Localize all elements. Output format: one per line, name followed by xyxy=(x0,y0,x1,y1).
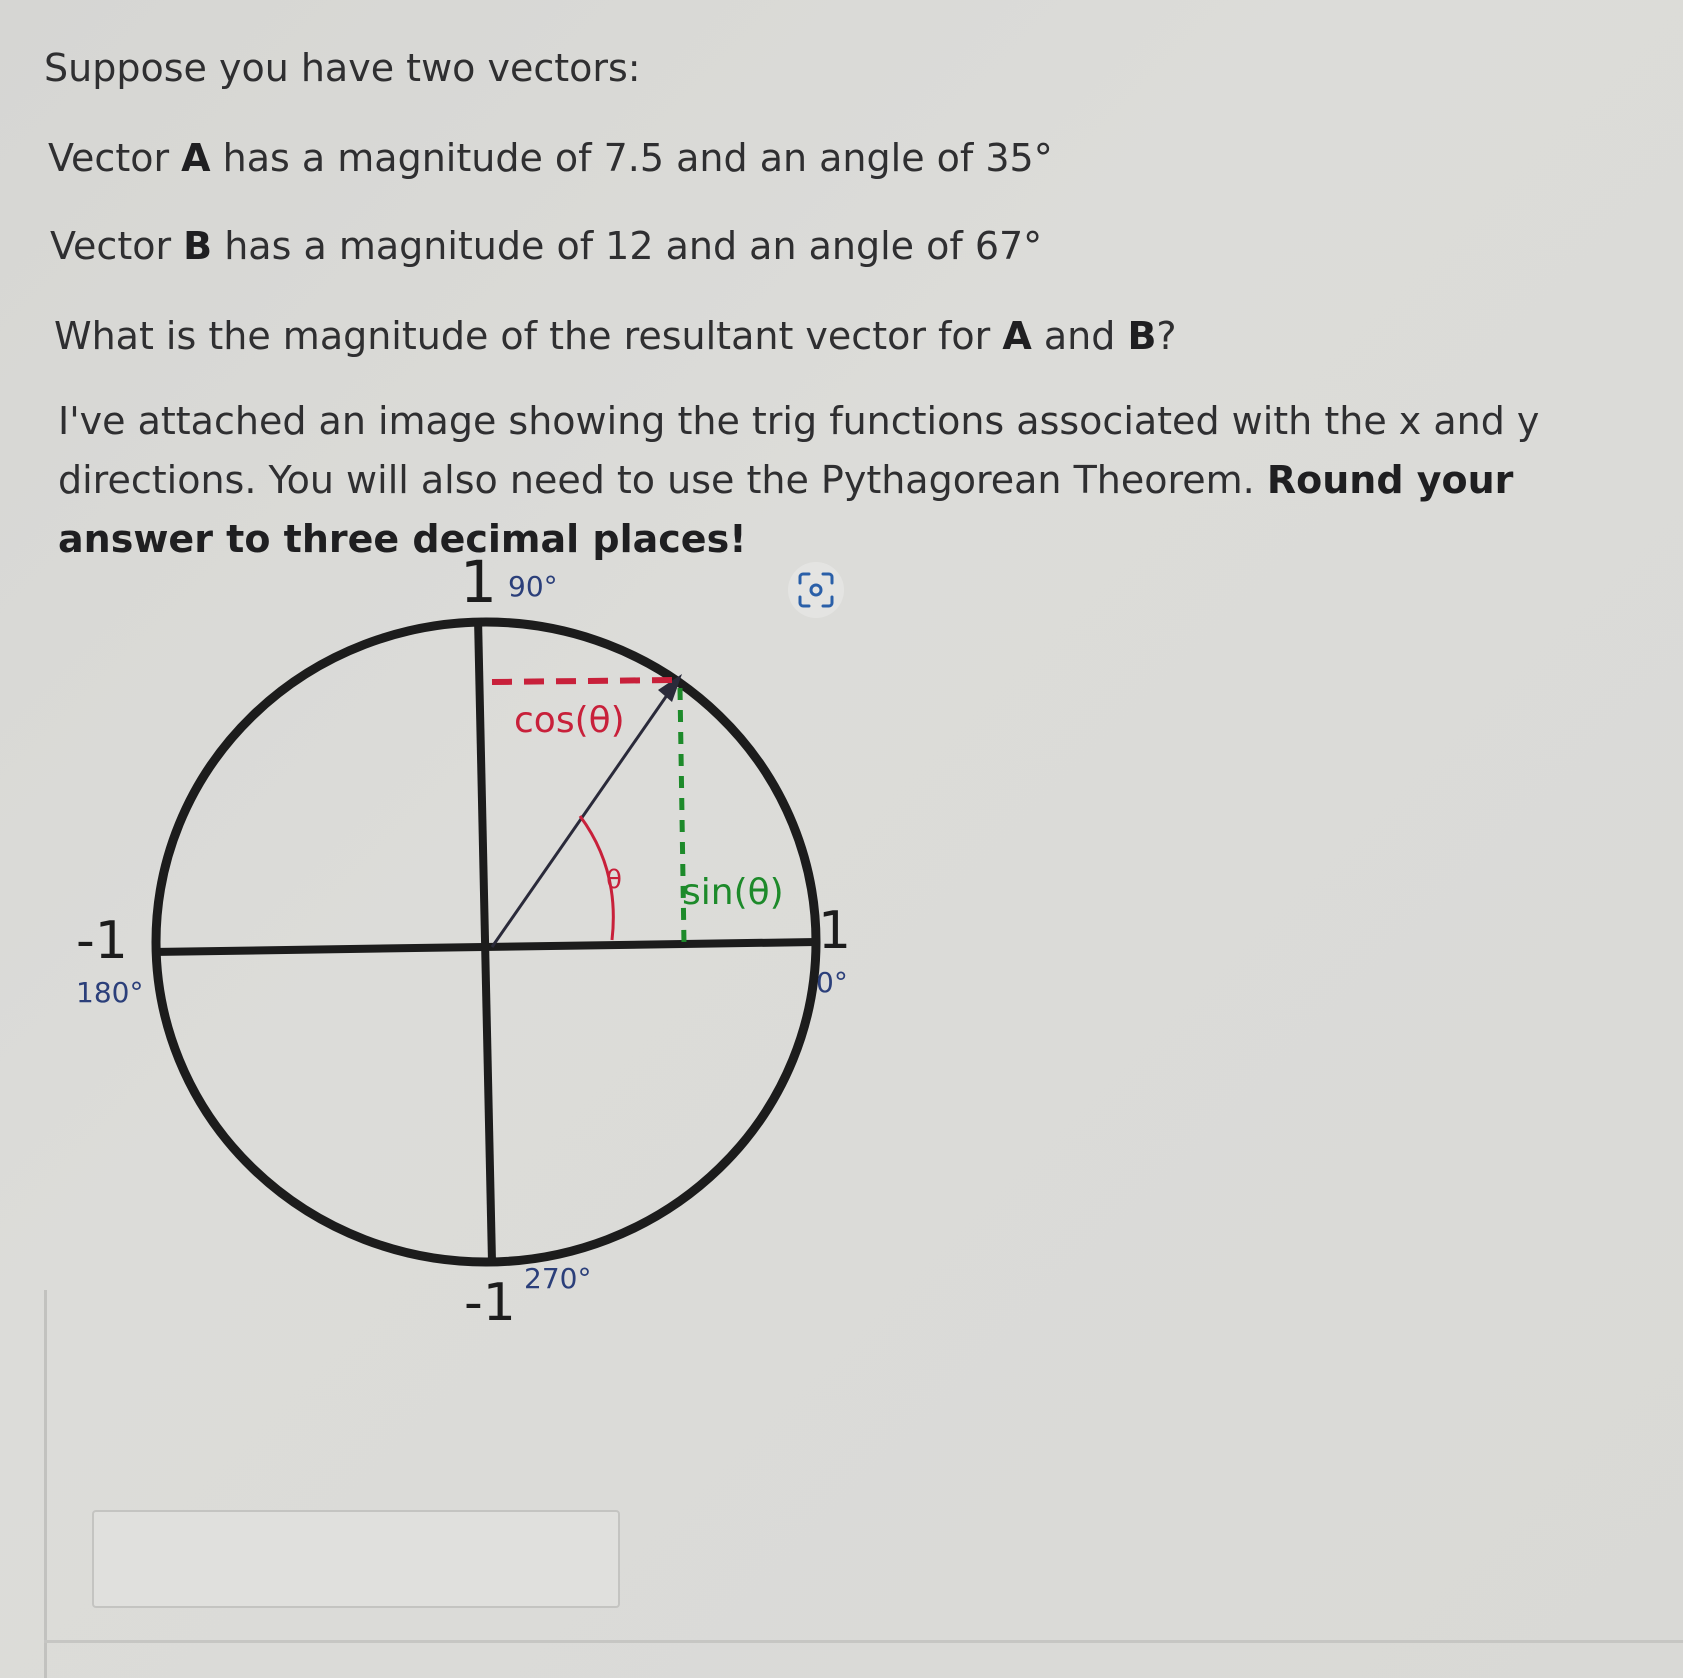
bottom-angle-label: 270° xyxy=(524,1262,592,1295)
cos-line xyxy=(492,680,676,682)
left-value-label: -1 xyxy=(76,911,128,971)
vector-a-name: A xyxy=(181,136,211,180)
y-axis xyxy=(478,618,492,1262)
question-intro xyxy=(44,44,641,93)
vector-b-statement xyxy=(50,222,1042,271)
vector-b-details: has a magnitude of 12 and an angle of 67° xyxy=(212,224,1043,268)
unit-circle-diagram xyxy=(60,540,880,1320)
top-value-label: 1 xyxy=(460,548,497,616)
sin-label: sin(θ) xyxy=(682,872,784,913)
scan-icon xyxy=(797,571,835,609)
scan-image-button[interactable] xyxy=(788,562,844,618)
top-angle-label: 90° xyxy=(508,570,558,603)
vector-b-name: B xyxy=(183,224,213,268)
note-emphasis: Round your answer to three decimal places! xyxy=(58,457,1514,561)
answer-input[interactable] xyxy=(92,1510,620,1608)
content-left-border xyxy=(44,1290,47,1678)
content-bottom-border xyxy=(44,1640,1683,1643)
vector-a-statement xyxy=(48,134,1053,183)
cos-label: cos(θ) xyxy=(514,700,625,741)
x-axis xyxy=(152,942,816,952)
vector-a-details: has a magnitude of 7.5 and an angle of 35° xyxy=(210,136,1053,180)
vector-b-prefix: Vector xyxy=(50,224,184,268)
prompt-vector-b: B xyxy=(1127,314,1157,358)
intro-text: Suppose you have two vectors: xyxy=(44,46,641,90)
prompt-part3: ? xyxy=(1156,314,1177,358)
bottom-value-label: -1 xyxy=(464,1273,516,1320)
left-angle-label: 180° xyxy=(76,976,144,1009)
right-value-label: 1 xyxy=(818,901,852,961)
unit-circle-figure xyxy=(60,540,880,1320)
note-text: I've attached an image showing the trig functions associated with the x and y directions. You will also need to use the Pythagorean Theorem. xyxy=(58,399,1540,502)
question-prompt xyxy=(54,312,1177,361)
right-angle-label: 0° xyxy=(816,966,848,999)
prompt-part1: What is the magnitude of the resultant vector for xyxy=(54,314,1003,358)
prompt-vector-a: A xyxy=(1002,314,1032,358)
theta-label: θ xyxy=(606,865,622,895)
vector-a-prefix: Vector xyxy=(48,136,182,180)
prompt-part2: and xyxy=(1031,314,1128,358)
